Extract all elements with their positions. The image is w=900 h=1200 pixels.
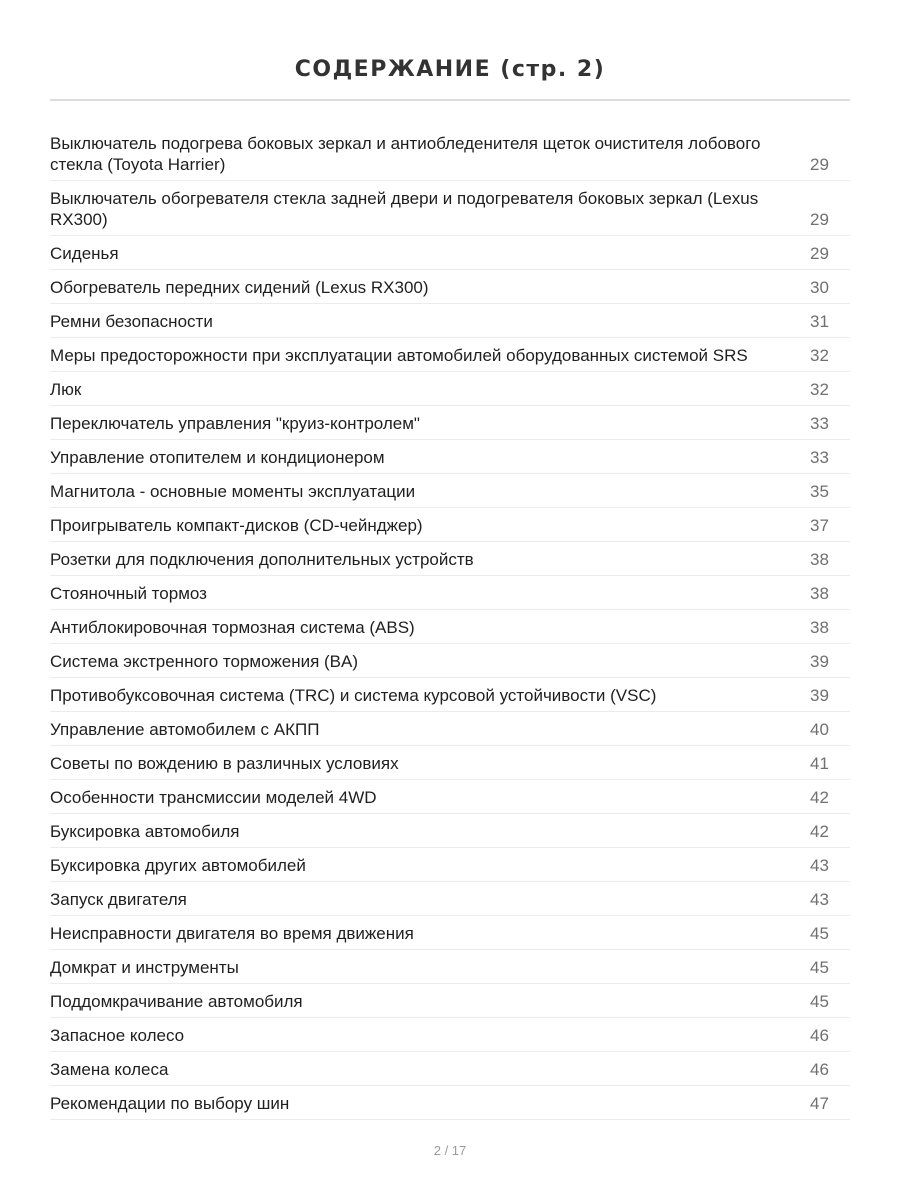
toc-entry[interactable]: [50, 950, 850, 984]
toc-entry-title: Магнитола - основные моменты эксплуатации: [50, 482, 416, 501]
toc-entry[interactable]: [50, 610, 850, 644]
toc-entry[interactable]: [50, 984, 850, 1018]
toc-entry-page: 46: [810, 1026, 829, 1045]
toc-entry-page: 38: [810, 584, 829, 603]
toc-entry-page: 41: [810, 754, 829, 773]
toc-entry-page: 42: [810, 822, 829, 841]
toc-entry[interactable]: [50, 508, 850, 542]
toc-entry-title: Запасное колесо: [50, 1026, 185, 1045]
toc-entry[interactable]: [50, 304, 850, 338]
toc-entry-title: Меры предосторожности при эксплуатации автомобилей оборудованных системой SRS: [50, 346, 748, 365]
toc-entry[interactable]: [50, 712, 850, 746]
toc-entry-page: 43: [810, 890, 829, 909]
toc-entry-title: Управление отопителем и кондиционером: [50, 448, 385, 467]
toc-entry[interactable]: [50, 236, 850, 270]
toc-entry[interactable]: [50, 644, 850, 678]
toc-entry-page: 32: [810, 346, 829, 365]
toc-entry-title: Буксировка других автомобилей: [50, 856, 306, 875]
toc-entry[interactable]: [50, 474, 850, 508]
toc-entry-title: Ремни безопасности: [50, 312, 213, 331]
toc-entry-page: 46: [810, 1060, 829, 1079]
toc-entry[interactable]: [50, 916, 850, 950]
toc-entry-title: Антиблокировочная тормозная система (ABS): [50, 618, 415, 637]
toc-entry-page: 38: [810, 618, 829, 637]
toc-entry-title: Поддомкрачивание автомобиля: [50, 992, 303, 1011]
toc-entry[interactable]: [50, 780, 850, 814]
toc-entry-title: Советы по вождению в различных условиях: [50, 754, 399, 773]
toc-entry-page: 39: [810, 686, 829, 705]
toc-entry-page: 45: [810, 958, 829, 977]
toc-entry-page: 33: [810, 414, 829, 433]
toc-entry-page: 38: [810, 550, 829, 569]
toc-entry[interactable]: [50, 746, 850, 780]
toc-entry[interactable]: [50, 542, 850, 576]
page-title: СОДЕРЖАНИЕ (стр. 2): [294, 56, 606, 82]
toc-entry[interactable]: [50, 848, 850, 882]
toc-entry-page: 29: [810, 244, 829, 263]
toc-entry-title: Противобуксовочная система (TRC) и система курсовой устойчивости (VSC): [50, 686, 657, 705]
toc-entry-page: 42: [810, 788, 829, 807]
toc-entry-title: Выключатель подогрева боковых зеркал и антиобледенителя щеток очистителя лобового стекла (Toyota Harrier): [50, 134, 761, 174]
toc-entry[interactable]: [50, 1086, 850, 1120]
toc-entry-title: Буксировка автомобиля: [50, 822, 240, 841]
toc-entry-title: Особенности трансмиссии моделей 4WD: [50, 788, 377, 807]
toc-entry-page: 33: [810, 448, 829, 467]
title-divider: [50, 99, 850, 101]
page-counter: 2 / 17: [433, 1143, 467, 1158]
toc-entry-title: Неисправности двигателя во время движения: [50, 924, 414, 943]
toc-entry-title: Стояночный тормоз: [50, 584, 207, 603]
toc-entry-page: 35: [810, 482, 829, 501]
toc-entry[interactable]: [50, 1018, 850, 1052]
toc-entry[interactable]: [50, 181, 850, 236]
toc-entry[interactable]: [50, 678, 850, 712]
toc-entry-title: Переключатель управления "круиз-контролем": [50, 414, 420, 433]
toc-entry-title: Рекомендации по выбору шин: [50, 1094, 290, 1113]
toc-entry[interactable]: [50, 338, 850, 372]
toc-entry-page: 31: [810, 312, 829, 331]
toc-entry[interactable]: [50, 882, 850, 916]
toc-entry-title: Управление автомобилем с АКПП: [50, 720, 320, 739]
toc-entry[interactable]: [50, 372, 850, 406]
toc-entry-title: Запуск двигателя: [50, 890, 187, 909]
toc-entry[interactable]: [50, 440, 850, 474]
toc-entry-page: 43: [810, 856, 829, 875]
toc-entry-title: Замена колеса: [50, 1060, 169, 1079]
toc-entry-page: 40: [810, 720, 829, 739]
toc-entry-title: Сиденья: [50, 244, 119, 263]
toc-entry[interactable]: [50, 406, 850, 440]
toc-entry-page: 29: [810, 155, 829, 174]
toc-entry-title: Обогреватель передних сидений (Lexus RX300): [50, 278, 429, 297]
toc-entry-title: Проигрыватель компакт-дисков (CD-чейнджер): [50, 516, 423, 535]
toc-entry[interactable]: [50, 270, 850, 304]
toc-entry-page: 37: [810, 516, 829, 535]
toc-entry[interactable]: [50, 1052, 850, 1086]
toc-entry-title: Люк: [50, 380, 82, 399]
toc-entry-page: 30: [810, 278, 829, 297]
toc-entry-page: 47: [810, 1094, 829, 1113]
toc-entry-title: Система экстренного торможения (BA): [50, 652, 359, 671]
toc-entry-page: 32: [810, 380, 829, 399]
toc-entry[interactable]: [50, 576, 850, 610]
toc-entry-page: 45: [810, 992, 829, 1011]
toc-entry-title: Розетки для подключения дополнительных устройств: [50, 550, 474, 569]
toc-entry-title: Выключатель обогревателя стекла задней двери и подогревателя боковых зеркал (Lexus RX300): [50, 189, 759, 229]
toc-entry-page: 45: [810, 924, 829, 943]
toc-entry[interactable]: [50, 814, 850, 848]
toc-entry-page: 29: [810, 210, 829, 229]
toc-entry-page: 39: [810, 652, 829, 671]
table-of-contents: [50, 126, 850, 1120]
toc-entry-title: Домкрат и инструменты: [50, 958, 239, 977]
toc-entry[interactable]: [50, 126, 850, 181]
